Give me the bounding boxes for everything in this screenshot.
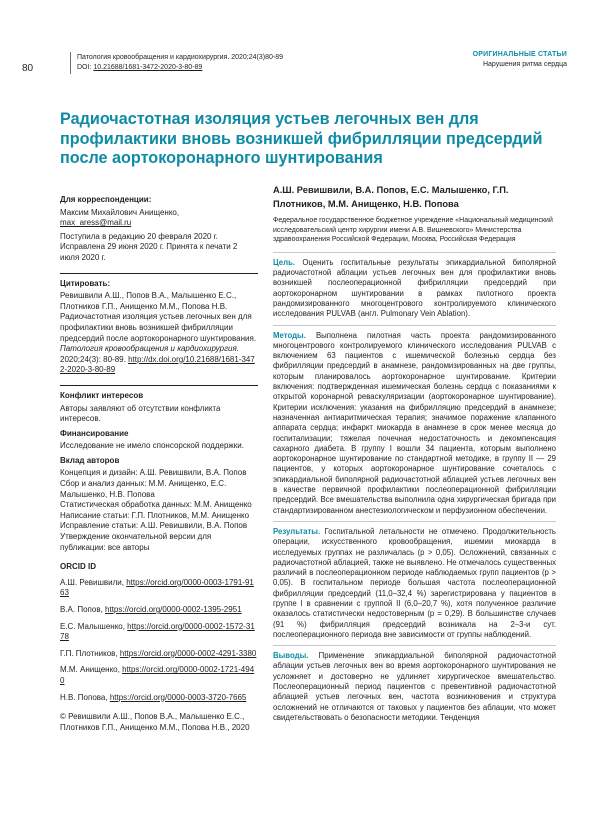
divider <box>273 325 556 326</box>
divider <box>273 252 556 253</box>
orcid-author: Е.С. Малышенко, <box>60 621 128 631</box>
cite-link[interactable]: http://dx.doi.org/10.21688/1681-3472-2020-3-80-89 <box>60 354 255 375</box>
orcid-author: Г.П. Плотников, <box>60 648 120 658</box>
contrib-line: Сбор и анализ данных: М.М. Анищенко, Е.С. Малышенко, Н.В. Попова <box>60 479 227 499</box>
orcid-author: А.Ш. Ревишвили, <box>60 577 127 587</box>
journal-header <box>77 53 283 73</box>
orcid-link[interactable]: https://orcid.org/0000-0002-1721-4940 <box>60 665 255 685</box>
conflict-block <box>60 391 258 425</box>
dates: Поступила в редакцию 20 февраля 2020 г. Исправлена 29 июня 2020 г. Принята к печати 2 июля 2020 г. <box>60 231 238 262</box>
header-divider <box>70 52 71 74</box>
cite-rest: 2020;24(3): 80-89. <box>60 354 126 364</box>
orcid-link[interactable]: https://orcid.org/0000-0002-4291-3380 <box>119 648 257 658</box>
cite-heading: Цитировать: <box>60 278 111 288</box>
results-text: Госпитальной летальности не отмечено. Продолжительность операции, искусственного кровообращения, ишемии миокарда в исследуемых группах не различалась (p > 0,05). Осложнений, связанных с радиочастотной аблацией, также не выявлено. Не отмечалось существенных различий в послеоперационном периоде наблюдаемых групп пациентов (p > 0,05). В госпитальном периоде большая частота послеоперационной фибрилляции предсердий (11,0–32,4 %) зарегистрирована у пациентов в группе I в сравнении с группой II (6,0–20,7 %), хотя полученное различие оказалось статистически недостоверным (p = 0,29). В большинстве случаев (91 %) фибрилляция предсердий возникала на 2–3-и сут. послеоперационного периода вне зависимости от группы наблюдений. <box>273 526 556 639</box>
conclusions-label: Выводы. <box>273 651 309 661</box>
page-number: 80 <box>22 63 34 74</box>
orcid-link[interactable]: https://orcid.org/0000-0003-1791-9163 <box>60 577 254 598</box>
article-title: Радиочастотная изоляция устьев легочных вен для профилактики вновь возникшей фибрилляции предсердий после аортокоронарного шунтирования <box>60 110 543 167</box>
sidebar <box>60 195 258 736</box>
section-topic: Нарушения ритма сердца <box>482 61 567 68</box>
orcid-heading: ORCID ID <box>60 562 96 572</box>
orcid-entry <box>60 605 258 616</box>
orcid-author: В.А. Попов, <box>60 605 106 614</box>
conflict-heading: Конфликт интересов <box>60 390 144 400</box>
abstract-methods <box>273 331 556 516</box>
copyright: © Ревишвили А.Ш., Попов В.А., Малышенко Е.С., Плотников Г.П., Анищенко М.М., Попова Н.В., 2020 <box>60 712 250 732</box>
cite-block <box>60 279 258 376</box>
methods-text: Выполнена пилотная часть проекта рандомизированного многоцентрового контролируемого клинического исследования PULVAB с включением 63 пациентов с ишемической болезнью сердца без фибрилляции предсердий в анамнезе, рандомизированных на две группы, которым планировалось аортокоронарное шунтирование. Критерии включения: подтвержденная ишемическая болезнь сердца с показаниями к открытой коронарной реваскуляризации (аортокоронарное шунтирование). Критерии исключения: указания на фибрилляцию предсердий в анамнезе; назначенная антиаритмическая терапия; значимое поражение клапанного аппарата сердца; инфаркт миокарда в анамнезе в срок менее месяца до госпитализации; тяжелая почечная недостаточность и декомпенсация сахарного диабета. В группу I вошли 34 пациента, которым выполнено аортокоронарное шунтирование по стандартной методике, в группу II — 29 пациентов, у которых аортокоронарное шунтирование сочеталось с эпикардиальной биполярной радиочастотной аблацией устьев легочных вен в качестве первичной профилактики послеоперационной фибрилляции предсердий. Все вмешательства выполнила одна хирургическая бригада при стандартизированном анестезиологическом и перфузионном обеспечении. <box>273 330 556 515</box>
orcid-link[interactable]: https://orcid.org/0000-0002-1572-3178 <box>60 621 255 642</box>
abstract-results <box>273 527 556 640</box>
methods-label: Методы. <box>273 330 306 340</box>
cite-journal: Патология кровообращения и кардиохирургия. <box>60 344 239 354</box>
abstract-conclusions <box>273 651 556 723</box>
orcid-author: Н.В. Попова, <box>60 692 110 702</box>
author-list: А.Ш. Ревишвили, В.А. Попов, Е.С. Малышенко, Г.П. Плотников, М.М. Анищенко, Н.В. Попова <box>273 185 509 209</box>
results-label: Результаты. <box>273 526 321 536</box>
affiliation: Федеральное государственное бюджетное учреждение «Национальный медицинский исследовательский центр хирургии имени А.В. Вишневского» Министерства здравоохранения Российской Федерации, Москва, Российская Федерация <box>273 217 553 244</box>
conflict-text: Авторы заявляют об отсутствии конфликта интересов. <box>60 403 221 424</box>
correspondence-email[interactable]: max_aress@mail.ru <box>60 218 132 228</box>
funding-block <box>60 429 258 452</box>
divider <box>60 273 258 274</box>
orcid-link[interactable]: https://orcid.org/0000-0002-1395-2951 <box>105 605 242 614</box>
cite-text <box>60 291 258 376</box>
orcid-entry <box>60 578 258 599</box>
aim-text: Оценить госпитальные результаты эпикардиальной биполярной радиочастотной аблации устьев легочных вен для профилактики вновь возникшей послеоперационной фибрилляции предсердий при аортокоронарном шунтировании в рамках пилотного проекта рандомизированного многоцентрового контролируемого клинического исследования PULVAB (англ. Pulmonary Vein Ablation). <box>273 257 556 319</box>
orcid-entry <box>60 622 258 643</box>
contrib-block <box>60 456 258 553</box>
doi-link[interactable]: 10.21688/1681-3472-2020-3-80-89 <box>93 64 203 71</box>
correspondence-heading: Для корреспонденции: <box>60 195 152 204</box>
cite-authors-title: Ревишвили А.Ш., Попов В.А., Малышенко Е.С., Плотников Г.П., Анищенко М.М., Попова Н.В. Радиочастотная изоляция устьев легочных вен для профилактики вновь возникшей фибрилляции предсердий после аортокоронарного шунтирования. <box>60 291 257 343</box>
orcid-entry <box>60 693 258 704</box>
main-column <box>273 184 556 728</box>
orcid-entry <box>60 665 258 686</box>
contrib-line: Исправление статьи: А.Ш. Ревишвили, В.А. Попов <box>60 521 248 531</box>
aim-label: Цель. <box>273 257 296 267</box>
abstract-aim <box>273 258 556 320</box>
funding-text: Исследование не имело спонсорской поддержки. <box>60 441 244 451</box>
doi-prefix: DOI: <box>77 64 94 71</box>
conclusions-text: Применение эпикардиальной биполярной радиочастотной аблации устьев легочных вен во время аортокоронарного шунтирования не усложняет и достоверно не удлиняет хирургическое вмешательство. Послеоперационный период пациентов с превентивной радиочастотной аблацией устьев легочных вен, частота возникновения и структура осложнений не отличаются от таковых у пациентов без аблации, что может свидетельствовать о безопасности методики. Тенденция <box>273 651 556 722</box>
contrib-line: Концепция и дизайн: А.Ш. Ревишвили, В.А. Попов <box>60 468 247 478</box>
section-type: ОРИГИНАЛЬНЫЕ СТАТЬИ <box>472 51 567 58</box>
orcid-author: М.М. Анищенко, <box>60 665 123 675</box>
correspondence-name: Максим Михайлович Анищенко, <box>60 207 180 217</box>
doi-line <box>77 63 283 73</box>
orcid-entry <box>60 649 258 660</box>
orcid-link[interactable]: https://orcid.org/0000-0003-3720-7665 <box>109 692 247 702</box>
divider <box>273 521 556 522</box>
orcid-block <box>60 562 258 703</box>
correspondence-block <box>60 195 258 264</box>
journal-citation: Патология кровообращения и кардиохирургия. 2020;24(3)80-89 <box>77 54 283 61</box>
funding-heading: Финансирование <box>60 428 129 438</box>
contrib-line: Утверждение окончательной версии для публикации: все авторы <box>60 532 212 552</box>
section-label <box>473 50 567 70</box>
divider <box>273 645 556 646</box>
contrib-line: Статистическая обработка данных: М.М. Анищенко <box>60 500 252 510</box>
contrib-heading: Вклад авторов <box>60 455 120 465</box>
contrib-line: Написание статьи: Г.П. Плотников, М.М. Анищенко <box>60 510 250 520</box>
divider <box>60 385 258 386</box>
